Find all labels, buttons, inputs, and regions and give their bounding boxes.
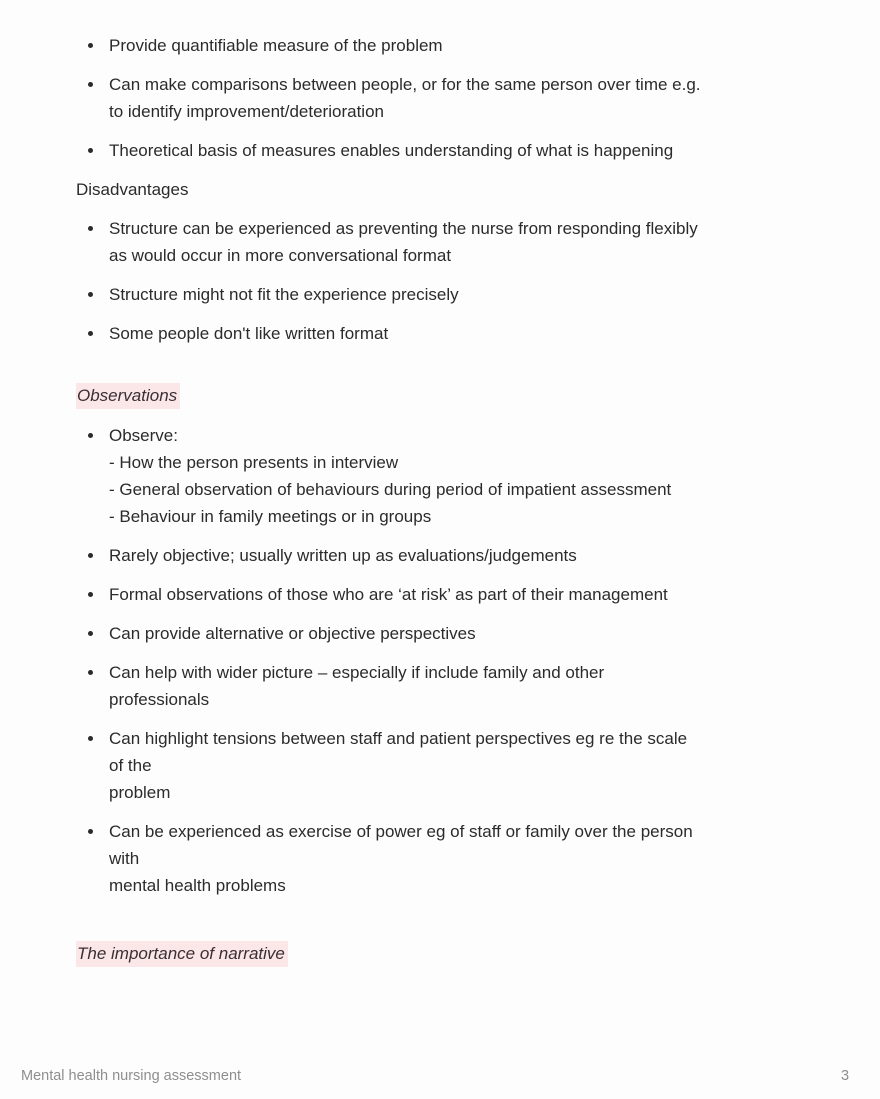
list-item <box>76 32 806 59</box>
observations-heading: Observations <box>76 383 180 409</box>
bullet-icon <box>88 829 93 834</box>
bullet-icon <box>88 43 93 48</box>
bullet-icon <box>88 670 93 675</box>
list-item <box>76 620 806 647</box>
bullet-icon <box>88 631 93 636</box>
list-item <box>76 215 806 269</box>
narrative-heading-wrap <box>76 941 806 967</box>
list-item-text: Can be experienced as exercise of power eg of staff or family over the person <box>109 822 693 841</box>
footer-page-number: 3 <box>841 1068 850 1084</box>
list-item <box>76 137 806 164</box>
list-item-text: as would occur in more conversational format <box>109 246 452 265</box>
list-item <box>76 818 806 899</box>
list-item-text: of the <box>109 756 152 775</box>
footer-document-title: Mental health nursing assessment <box>21 1068 242 1084</box>
list-item <box>76 659 806 713</box>
list-item-subtext: - General observation of behaviours during period of impatient assessment <box>109 480 672 499</box>
list-item-subtext: - How the person presents in interview <box>109 453 399 472</box>
list-item-text: Rarely objective; usually written up as evaluations/judgements <box>109 546 577 565</box>
list-item <box>76 581 806 608</box>
list-item-text: mental health problems <box>109 876 286 895</box>
list-item-text: with <box>109 849 140 868</box>
bullet-icon <box>88 736 93 741</box>
bullet-icon <box>88 553 93 558</box>
disadvantages-list <box>76 215 806 347</box>
bullet-icon <box>88 433 93 438</box>
disadvantages-heading: Disadvantages <box>76 180 189 199</box>
list-item-text: Can make comparisons between people, or for the same person over time e.g. <box>109 75 701 94</box>
page-content <box>76 32 806 980</box>
list-item <box>76 71 806 125</box>
bullet-icon <box>88 226 93 231</box>
list-item <box>76 422 806 530</box>
list-item-text: professionals <box>109 690 210 709</box>
list-item-text: to identify improvement/deterioration <box>109 102 384 121</box>
bullet-icon <box>88 148 93 153</box>
list-item-text: problem <box>109 783 171 802</box>
bullet-icon <box>88 82 93 87</box>
list-item <box>76 281 806 308</box>
list-item-text: Can provide alternative or objective perspectives <box>109 624 476 643</box>
narrative-heading: The importance of narrative <box>76 941 288 967</box>
advantages-list <box>76 32 806 164</box>
list-item-text: Structure can be experienced as preventing the nurse from responding flexibly <box>109 219 698 238</box>
list-item <box>76 320 806 347</box>
bullet-icon <box>88 331 93 336</box>
observations-list <box>76 422 806 899</box>
list-item <box>76 542 806 569</box>
list-item-text: Theoretical basis of measures enables understanding of what is happening <box>109 141 674 160</box>
list-item-text: Can highlight tensions between staff and patient perspectives eg re the scale <box>109 729 688 748</box>
list-item-text: Some people don't like written format <box>109 324 389 343</box>
list-item-subtext: - Behaviour in family meetings or in groups <box>109 507 432 526</box>
list-item-text: Provide quantifiable measure of the problem <box>109 36 443 55</box>
list-item <box>76 725 806 806</box>
bullet-icon <box>88 292 93 297</box>
observations-heading-wrap <box>76 383 806 409</box>
list-item-text: Formal observations of those who are ‘at risk’ as part of their management <box>109 585 668 604</box>
bullet-icon <box>88 592 93 597</box>
list-item-text: Structure might not fit the experience precisely <box>109 285 459 304</box>
list-item-text: Can help with wider picture – especially if include family and other <box>109 663 605 682</box>
list-item-text: Observe: <box>109 426 178 445</box>
